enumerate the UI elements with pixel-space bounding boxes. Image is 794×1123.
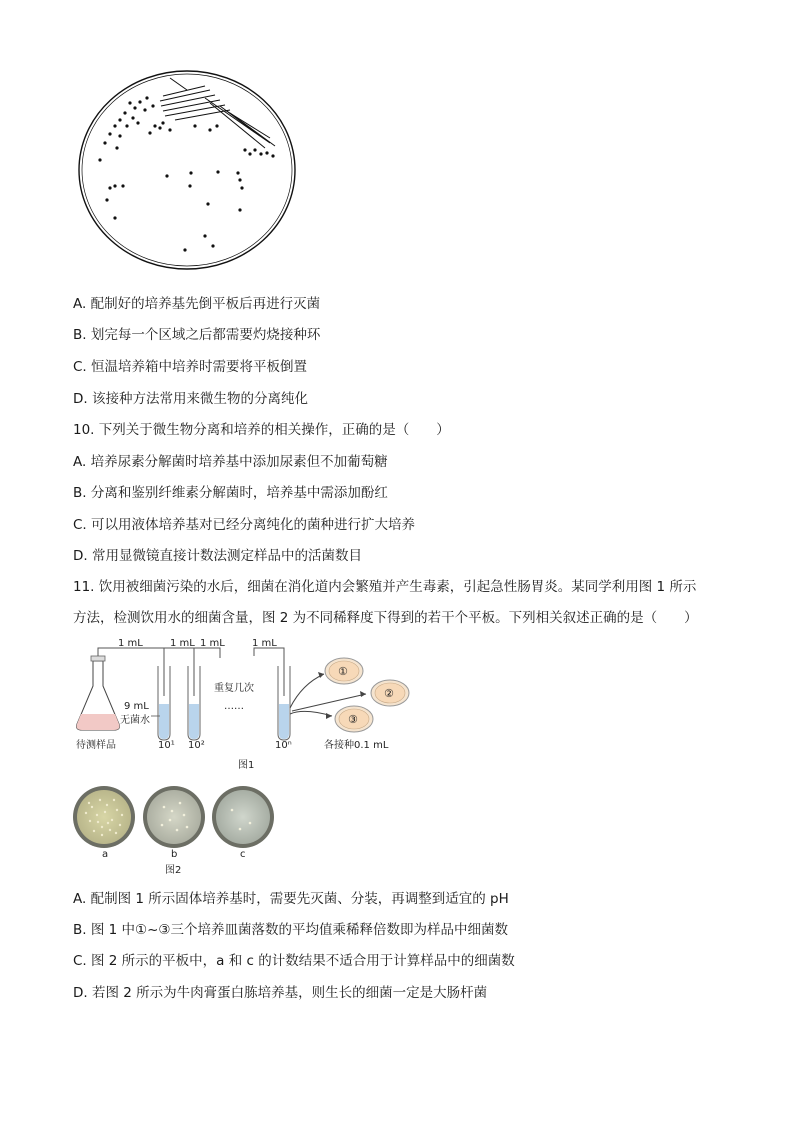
vol-label-2: 1 mL [170, 638, 195, 649]
sample-flask [77, 656, 120, 730]
plate-1 [325, 658, 363, 684]
q11-option-d: D. 若图 2 所示为牛肉膏蛋白胨培养基，则生长的细菌一定是大肠杆菌 [73, 985, 488, 1001]
svg-text:③: ③ [348, 713, 358, 726]
plate-b-label: b [171, 849, 178, 860]
vol-label-1: 1 mL [118, 638, 143, 649]
tube-1-label: 10¹ [158, 740, 175, 751]
q11-option-c: C. 图 2 所示的平板中，a 和 c 的计数结果不适合用于计算样品中的细菌数 [73, 953, 515, 969]
q10-stem: 10. 下列关于微生物分离和培养的相关操作，正确的是（ ） [73, 422, 450, 438]
water-label: 无菌水 [120, 715, 150, 726]
q10-option-c: C. 可以用液体培养基对已经分离纯化的菌种进行扩大培养 [73, 517, 416, 533]
dilution-diagram [72, 636, 417, 772]
sample-label: 待测样品 [76, 740, 116, 751]
q9-option-b: B. 划完每一个区域之后都需要灼烧接种环 [73, 327, 321, 343]
inoculation-label: 各接种0.1 mL [324, 740, 389, 751]
water-volume-label: 9 mL [124, 701, 149, 712]
q9-option-d: D. 该接种方法常用来微生物的分离纯化 [73, 391, 308, 407]
tube-n-label: 10ⁿ [275, 740, 292, 751]
plate-c [212, 786, 274, 848]
figure-1-caption: 图1 [238, 760, 255, 771]
q11-stem-line1: 11. 饮用被细菌污染的水后，细菌在消化道内会繁殖并产生毒素，引起急性肠胃炎。某同学利用图 1 所示 [73, 579, 697, 595]
q11-option-a: A. 配制图 1 所示固体培养基时，需要先灭菌、分装，再调整到适宜的 pH [73, 891, 509, 907]
plate-b [143, 786, 205, 848]
q9-option-a: A. 配制好的培养基先倒平板后再进行灭菌 [73, 296, 321, 312]
plate-a-label: a [102, 849, 109, 860]
plate-a [73, 786, 135, 848]
q11-option-b: B. 图 1 中①~③三个培养皿菌落数的平均值乘稀释倍数即为样品中细菌数 [73, 922, 509, 938]
plate-c-label: c [240, 849, 246, 860]
q10-option-a: A. 培养尿素分解菌时培养基中添加尿素但不加葡萄糖 [73, 454, 388, 470]
q9-option-c: C. 恒温培养箱中培养时需要将平板倒置 [73, 359, 308, 375]
streak-plate-figure [75, 68, 300, 273]
figure-2-caption: 图2 [165, 865, 182, 876]
plate-3 [335, 706, 373, 732]
plate-2 [371, 680, 409, 706]
tube-2-label: 10² [188, 740, 205, 751]
svg-text:①: ① [338, 665, 348, 678]
svg-text:②: ② [384, 687, 394, 700]
q10-option-b: B. 分离和鉴别纤维素分解菌时，培养基中需添加酚红 [73, 485, 388, 501]
q10-option-d: D. 常用显微镜直接计数法测定样品中的活菌数目 [73, 548, 362, 564]
vol-label-4: 1 mL [252, 638, 277, 649]
plates-photo [72, 785, 282, 877]
colony-dots [98, 96, 274, 251]
vol-label-3: 1 mL [200, 638, 225, 649]
repeat-label: 重复几次 [214, 683, 254, 694]
q11-stem-line2: 方法，检测饮用水的细菌含量，图 2 为不同稀释度下得到的若干个平板。下列相关叙述正确的是（ ） [73, 610, 698, 626]
ellipsis-label: …… [224, 701, 244, 712]
